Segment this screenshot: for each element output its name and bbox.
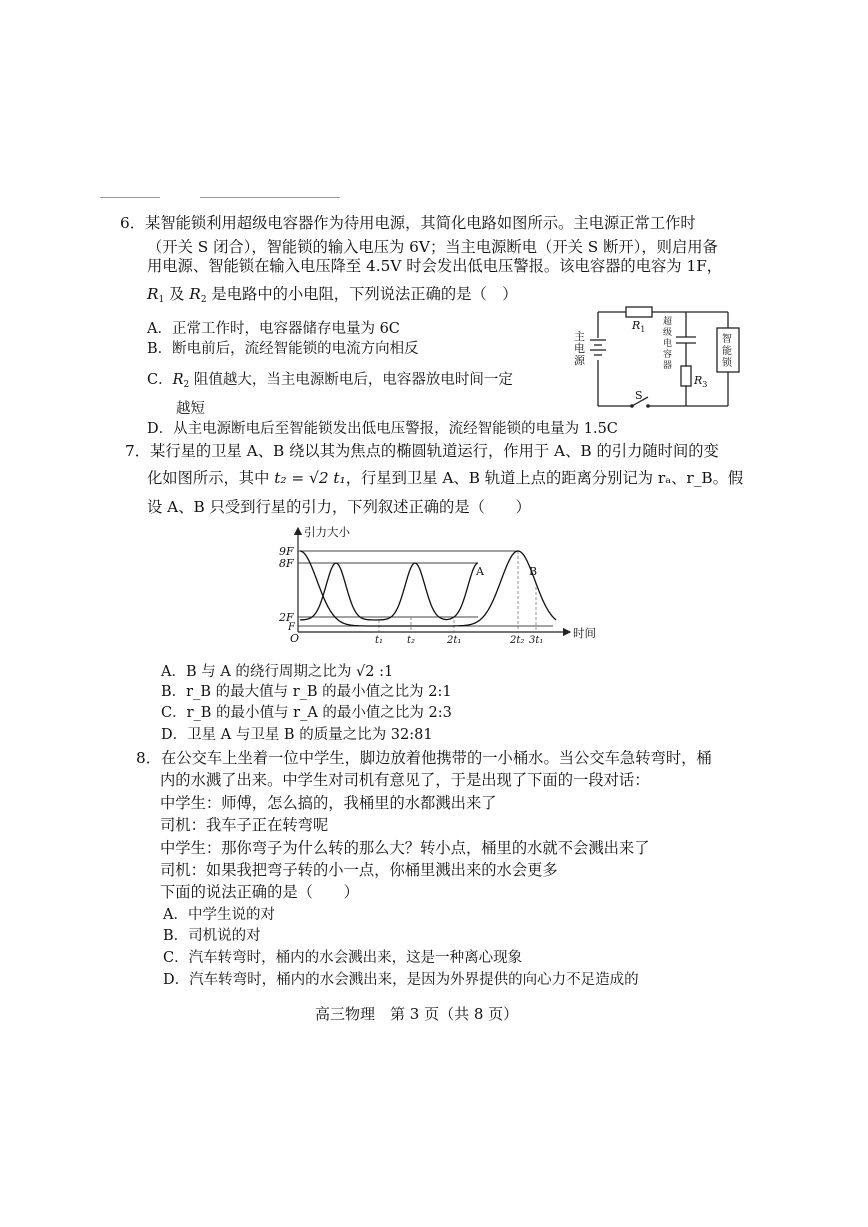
q8-option-d: D．汽车转弯时，桶内的水会溅出来，是因为外界提供的向心力不足造成的 <box>163 972 639 988</box>
capacitor-label-3: 电 <box>663 339 673 349</box>
curve-b-label: B <box>529 565 538 578</box>
capacitor-label-4: 容 <box>663 350 673 360</box>
y-tick-9f: 9F <box>279 545 294 558</box>
q6-line-2: （开关 S 闭合），智能锁的输入电压为 6V；当主电源断电（开关 S 断开），则启用备 <box>147 238 718 256</box>
q6-line-1: 6．某智能锁利用超级电容器作为待用电源，其简化电路如图所示。主电源正常工作时 <box>120 214 696 232</box>
q6-line-3: 用电源、智能锁在输入电压降至 4.5V 时会发出低电压警报。该电容器的电容为 1F， <box>147 257 723 275</box>
main-power-label-3: 源 <box>574 354 585 367</box>
capacitor-label-5: 器 <box>663 361 673 371</box>
x-axis-title: 时间 <box>573 626 596 640</box>
satellite-b-curve <box>300 551 556 626</box>
lock-label-2: 能 <box>722 346 732 357</box>
q8-prompt: 下面的说法正确的是（ ） <box>160 883 359 901</box>
origin-label: O <box>290 632 300 645</box>
q8-option-c: C．汽车转弯时，桶内的水会溅出来，这是一种离心现象 <box>163 950 523 966</box>
capacitor-label-2: 级 <box>663 328 673 338</box>
q7-option-a: A．B 与 A 的绕行周期之比为 √2 :1 <box>161 664 394 680</box>
q8-option-a: A．中学生说的对 <box>163 907 275 923</box>
q6-circuit-diagram <box>568 300 748 415</box>
scan-artifact-line <box>100 197 160 198</box>
scan-artifact-line <box>200 197 340 198</box>
q7-line-2: 化如图所示，其中 t₂ = √2 t₁，行星到卫星 A、B 轨道上点的距离分别记为 rₐ、r_B。假 <box>147 469 744 487</box>
x-tick-2t2: 2t₂ <box>510 635 525 646</box>
q7-option-b: B．r_B 的最大值与 r_B 的最小值之比为 2:1 <box>161 684 452 700</box>
q7-option-d: D．卫星 A 与卫星 B 的质量之比为 32:81 <box>161 727 433 743</box>
q7-line-3: 设 A、B 只受到行星的引力，下列叙述正确的是（ ） <box>147 498 531 516</box>
x-tick-3t1: 3t₁ <box>529 635 544 646</box>
q8-option-b: B．司机说的对 <box>163 928 261 944</box>
q6-option-a: A．正常工作时，电容器储存电量为 6C <box>147 321 400 337</box>
q8-dialogue-4: 司机：如果我把弯子转的小一点，你桶里溅出来的水会更多 <box>160 861 558 879</box>
main-power-label-1: 主 <box>574 330 585 343</box>
q7-option-c: C．r_B 的最小值与 r_A 的最小值之比为 2:3 <box>161 705 452 721</box>
y-tick-8f: 8F <box>279 557 294 570</box>
q8-dialogue-3: 中学生：那你弯子为什么转的那么大？转小点，桶里的水就不会溅出来了 <box>160 839 650 857</box>
x-tick-t1: t₁ <box>375 635 384 646</box>
q6-line-4: $R_1$ 及 $R_2$ 是电路中的小电阻，下列说法正确的是（ ） <box>147 285 518 305</box>
x-tick-2t1: 2t₁ <box>447 635 462 646</box>
q7-line-1: 7．某行星的卫星 A、B 绕以其为焦点的椭圆轨道运行，作用于 A、B 的引力随时间的变 <box>125 442 719 460</box>
q8-dialogue-1: 中学生：师傅，怎么搞的，我桶里的水都溅出来了 <box>160 794 497 812</box>
q8-dialogue-2: 司机：我车子正在转弯呢 <box>160 816 329 834</box>
q6-option-c: C．$R_2$ 阻值越大，当主电源断电后，电容器放电时间一定 <box>147 372 513 390</box>
capacitor-label-1: 超 <box>663 317 673 327</box>
q8-line-2: 内的水溅了出来。中学生对司机有意见了，于是出现了下面的一段对话： <box>160 771 650 789</box>
lock-label-1: 智 <box>722 334 732 345</box>
q6-option-d: D．从主电源断电后至智能锁发出低电压警报，流经智能锁的电量为 1.5C <box>147 421 618 437</box>
q6-option-b: B．断电前后，流经智能锁的电流方向相反 <box>147 341 419 357</box>
page-footer: 高三物理 第 3 页（共 8 页） <box>315 1005 519 1023</box>
q6-option-c-continued: 越短 <box>176 401 205 417</box>
switch-label: S <box>635 389 643 402</box>
q8-line-1: 8．在公交车上坐着一位中学生，脚边放着他携带的一小桶水。当公交车急转弯时，桶 <box>136 749 712 767</box>
main-power-label-2: 电 <box>574 342 585 355</box>
y-axis-title: 引力大小 <box>304 525 350 539</box>
x-tick-t2: t₂ <box>407 635 416 646</box>
y-tick-2f: 2F <box>279 611 294 624</box>
r3-label: $R_3$ <box>694 374 708 389</box>
q7-force-time-graph <box>278 522 608 654</box>
r1-label: $R_1$ <box>632 319 646 334</box>
satellite-a-curve <box>300 563 478 620</box>
curve-a-label: A <box>476 565 484 578</box>
y-tick-f: F <box>288 622 295 633</box>
lock-label-3: 锁 <box>722 358 732 369</box>
